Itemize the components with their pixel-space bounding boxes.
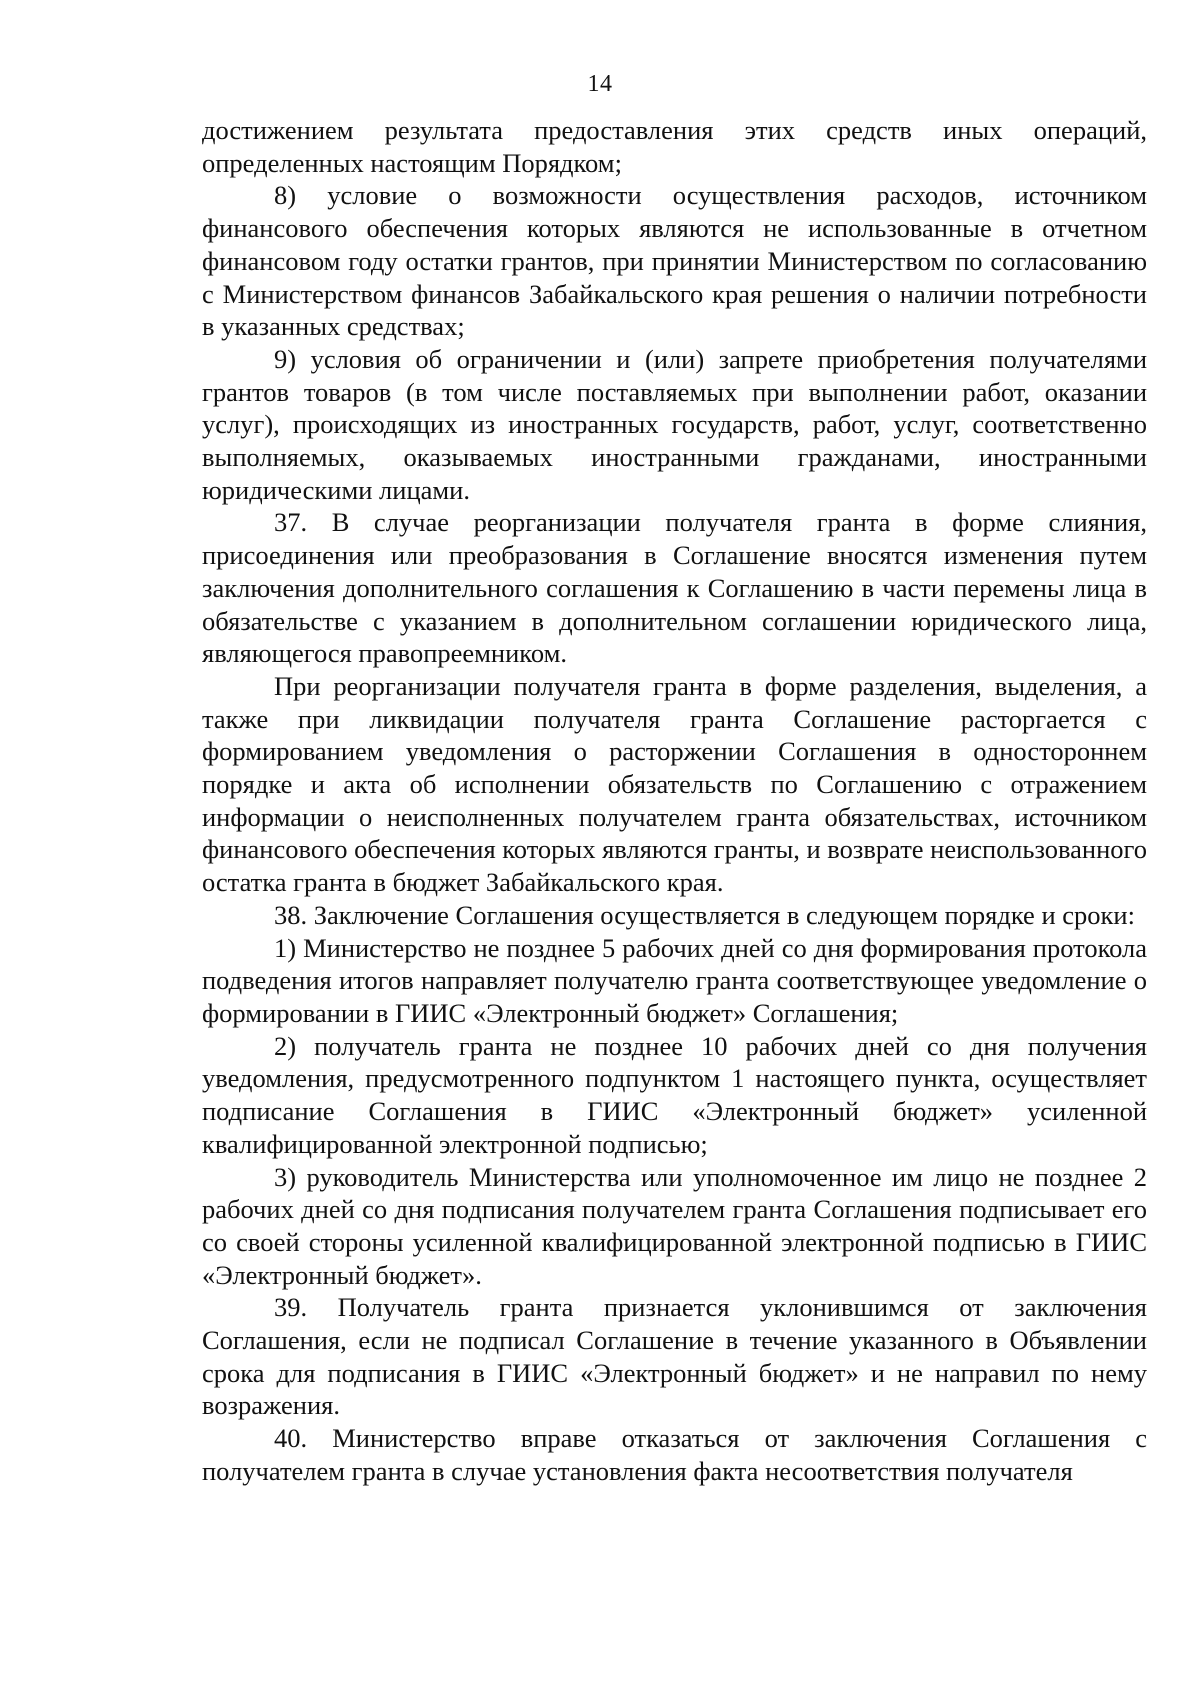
- paragraph: 9) условия об ограничении и (или) запрете приобретения получателями грантов товаров (в том числе поставляемых при выполнении работ, оказании услуг), происходящих из иностранных государств, работ, услуг, соответственно выполняемых, оказываемых иностранными гражданами, иностранными юридическими лицами.: [202, 343, 1147, 505]
- paragraph: 8) условие о возможности осуществления расходов, источником финансового обеспечения которых являются не использованные в отчетном финансовом году остатки грантов, при принятии Министерством по согласованию с Министерством финансов Забайкальского края решения о наличии потребности в указанных средствах;: [202, 180, 1147, 342]
- paragraph: 38. Заключение Соглашения осуществляется в следующем порядке и сроки:: [274, 899, 1135, 930]
- paragraph: 1) Министерство не позднее 5 рабочих дней со дня формирования протокола подведения итогов направляет получателю гранта соответствующее уведомление о формировании в ГИИС «Электронный бюджет» Соглашения;: [202, 932, 1147, 1028]
- paragraph: 37. В случае реорганизации получателя гранта в форме слияния, присоединения или преобразования в Соглашение вносятся изменения путем заключения дополнительного соглашения к Соглашению в части перемены лица в обязательстве с указанием в дополнительном соглашении юридического лица, являющегося правопреемником.: [202, 507, 1147, 669]
- document-body: [202, 114, 1147, 1488]
- paragraph: 2) получатель гранта не позднее 10 рабочих дней со дня получения уведомления, предусмотренного подпунктом 1 настоящего пункта, осуществляет подписание Соглашения в ГИИС «Электронный бюджет» усиленной квалифицированной электронной подписью;: [202, 1030, 1147, 1159]
- paragraph: 40. Министерство вправе отказаться от заключения Соглашения с получателем гранта в случае установления факта несоответствия получателя: [202, 1423, 1147, 1486]
- paragraph: 3) руководитель Министерства или уполномоченное им лицо не позднее 2 рабочих дней со дня подписания получателем гранта Соглашения подписывает его со своей стороны усиленной квалифицированной электронной подписью в ГИИС «Электронный бюджет».: [202, 1161, 1147, 1290]
- paragraph: При реорганизации получателя гранта в форме разделения, выделения, а также при ликвидации получателя гранта Соглашение расторгается с формированием уведомления о расторжении Соглашения в одностороннем порядке и акта об исполнении обязательств по Соглашению с отражением информации о неисполненных получателем гранта обязательствах, источником финансового обеспечения которых являются гранты, и возврате неиспользованного остатка гранта в бюджет Забайкальского края.: [202, 670, 1148, 898]
- paragraph: достижением результата предоставления этих средств иных операций, определенных настоящим Порядком;: [202, 115, 1147, 178]
- page-number: 14: [587, 71, 613, 97]
- paragraph: 39. Получатель гранта признается уклонившимся от заключения Соглашения, если не подписал Соглашение в течение указанного в Объявлении срока для подписания в ГИИС «Электронный бюджет» и не направил по нему возражения.: [202, 1292, 1147, 1421]
